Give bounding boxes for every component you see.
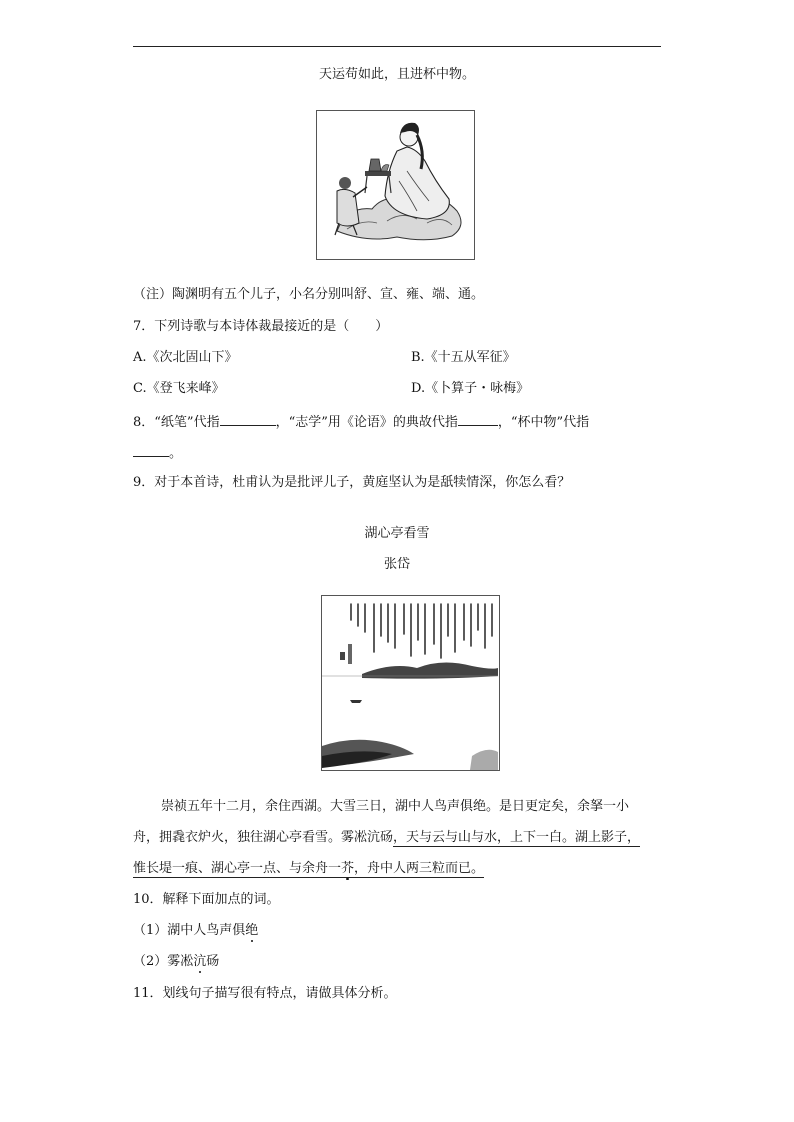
- essay-line-2-plain: 舟，拥毳衣炉火，独往湖心亭看雪。雾凇沆砀: [133, 830, 394, 845]
- essay-line-1: 崇祯五年十二月，余住西湖。大雪三日，湖中人鸟声俱绝。是日更定矣，余拏一小: [161, 799, 630, 814]
- essay-author: 张岱: [383, 557, 410, 572]
- q11-stem: 11．划线句子描写很有特点，请做具体分析。: [133, 986, 397, 1001]
- q7-option-b: B.《十五从军征》: [411, 350, 516, 365]
- q10-stem: 10．解释下面加点的词。: [133, 892, 280, 907]
- essay-underlined-1: ，天与云与山与水，上下一白。湖上影子，: [393, 830, 641, 845]
- q8-text-1: 8．“纸笔”代指: [133, 415, 220, 430]
- q7-option-a: A.《次北固山下》: [133, 350, 238, 365]
- essay-line-2: [133, 829, 640, 847]
- essay-underlined-2: [133, 861, 484, 878]
- q7-stem: 7．下列诗歌与本诗体裁最接近的是（ ）: [133, 319, 389, 334]
- tao-yuanming-illustration: [316, 110, 475, 260]
- dotted-char-jue: 绝: [245, 923, 259, 938]
- q8-text-3: ，“杯中物”代指: [497, 415, 590, 430]
- q8-text-4: 。: [169, 446, 183, 461]
- q9-stem: 9．对于本首诗，杜甫认为是批评儿子，黄庭坚认为是舐犊情深，你怎么看？: [133, 475, 571, 490]
- lake-snow-illustration: [321, 595, 500, 771]
- q7-option-c: C.《登飞来峰》: [133, 381, 225, 396]
- q8-blank-1[interactable]: [220, 412, 276, 426]
- essay-title: 湖心亭看雪: [364, 526, 430, 541]
- essay-line-3-b: ，舟中人两三粒而已。: [354, 861, 485, 876]
- lake-painting: [322, 596, 499, 770]
- q7-option-d: D.《卜算子・咏梅》: [411, 381, 530, 396]
- q8-line1: [133, 412, 589, 432]
- poem-note: （注）陶渊明有五个儿子，小名分别叫舒、宣、雍、端、通。: [133, 287, 485, 302]
- dotted-char-hang: 沆: [193, 954, 207, 969]
- q10-item-1: [133, 922, 258, 940]
- header-rule: [133, 46, 661, 47]
- essay-line-3: [133, 860, 484, 878]
- q10-item-2-after: 砀: [206, 954, 220, 969]
- q10-item-2-text: （2）雾凇: [133, 954, 194, 969]
- dotted-char-jie: 芥: [341, 861, 355, 876]
- q10-item-1-text: （1）湖中人鸟声俱: [133, 923, 246, 938]
- essay-line-3-a: 惟长堤一痕、湖心亭一点、与余舟一: [133, 861, 342, 876]
- q8-blank-3[interactable]: [133, 443, 169, 457]
- poem-last-line: 天运苟如此，且进杯中物。: [318, 67, 475, 82]
- q8-blank-2[interactable]: [458, 412, 498, 426]
- illustration-drawing: [317, 111, 474, 259]
- q8-text-2: ，“志学”用《论语》的典故代指: [275, 415, 458, 430]
- q10-item-2: [133, 953, 219, 971]
- q8-line2: [133, 443, 182, 463]
